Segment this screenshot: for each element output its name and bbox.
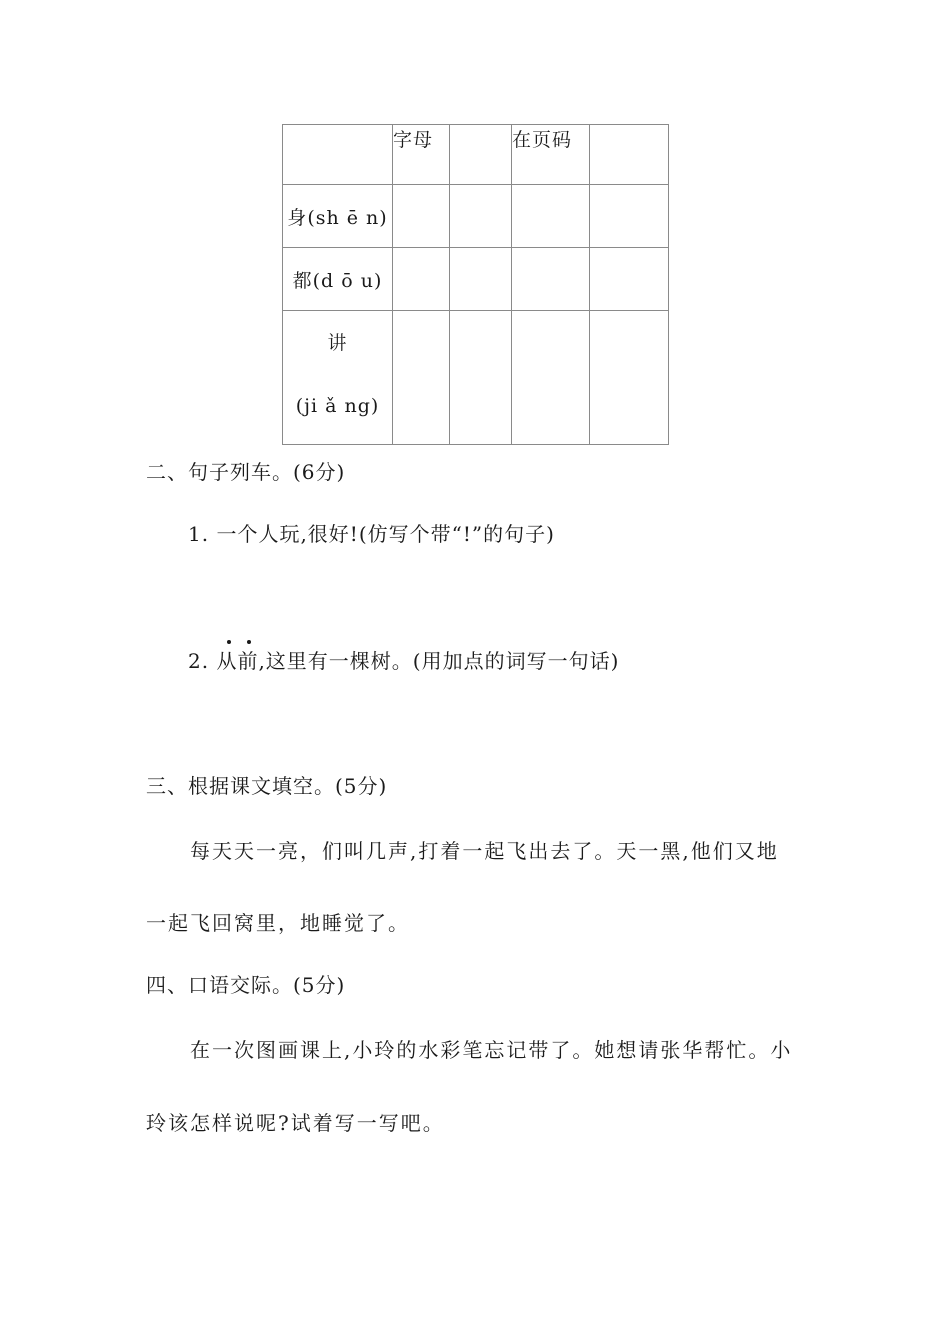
oral-prompt-line-1: 在一次图画课上,小玲的水彩笔忘记带了。她想请张华帮忙。小 xyxy=(190,1038,793,1062)
answer-cell[interactable] xyxy=(450,248,512,311)
row-pinyin: (sh ē n) xyxy=(307,206,388,229)
row-char: 身 xyxy=(287,206,308,229)
table-header-page: 在页码 xyxy=(512,125,590,185)
row-char: 讲 xyxy=(327,332,348,354)
emphasis-dot xyxy=(227,640,231,644)
answer-cell[interactable] xyxy=(590,185,669,248)
answer-cell[interactable] xyxy=(512,311,590,445)
table-row xyxy=(283,248,669,311)
emphasis-dot xyxy=(247,640,251,644)
answer-cell[interactable] xyxy=(450,185,512,248)
answer-cell[interactable] xyxy=(590,311,669,445)
dictionary-lookup-table xyxy=(282,124,669,445)
answer-cell[interactable] xyxy=(393,311,450,445)
row-label xyxy=(283,185,393,248)
row-label xyxy=(283,248,393,311)
answer-cell[interactable] xyxy=(512,248,590,311)
table-row xyxy=(283,185,669,248)
section-4-title: 四、口语交际。(5分) xyxy=(146,973,346,997)
table-header-cell xyxy=(283,125,393,185)
row-pinyin: (d ō u) xyxy=(312,269,383,292)
question-2: 2. 从前,这里有一棵树。(用加点的词写一句话) xyxy=(188,649,620,673)
fill-blank-line-2: 一起飞回窝里，地睡觉了。 xyxy=(146,911,410,935)
fill-blank-line-1: 每天天一亮，们叫几声,打着一起飞出去了。天一黑,他们又地 xyxy=(190,839,779,863)
answer-cell[interactable] xyxy=(393,185,450,248)
answer-cell[interactable] xyxy=(512,185,590,248)
question-1: 1. 一个人玩,很好!(仿写个带“!”的句子) xyxy=(188,522,555,546)
answer-cell[interactable] xyxy=(450,311,512,445)
section-2-title: 二、句子列车。(6分) xyxy=(146,460,346,484)
answer-cell[interactable] xyxy=(393,248,450,311)
row-pinyin: (ji ǎ ng) xyxy=(295,395,380,417)
oral-prompt-line-2: 玲该怎样说呢?试着写一写吧。 xyxy=(146,1111,445,1135)
table-header-row xyxy=(283,125,669,185)
row-char: 都 xyxy=(292,269,313,292)
table-header-cell xyxy=(590,125,669,185)
table-header-cell xyxy=(450,125,512,185)
table-header-letter: 字母 xyxy=(393,125,450,185)
row-label xyxy=(283,311,393,445)
section-3-title: 三、根据课文填空。(5分) xyxy=(146,774,388,798)
table-row xyxy=(283,311,669,445)
answer-cell[interactable] xyxy=(590,248,669,311)
